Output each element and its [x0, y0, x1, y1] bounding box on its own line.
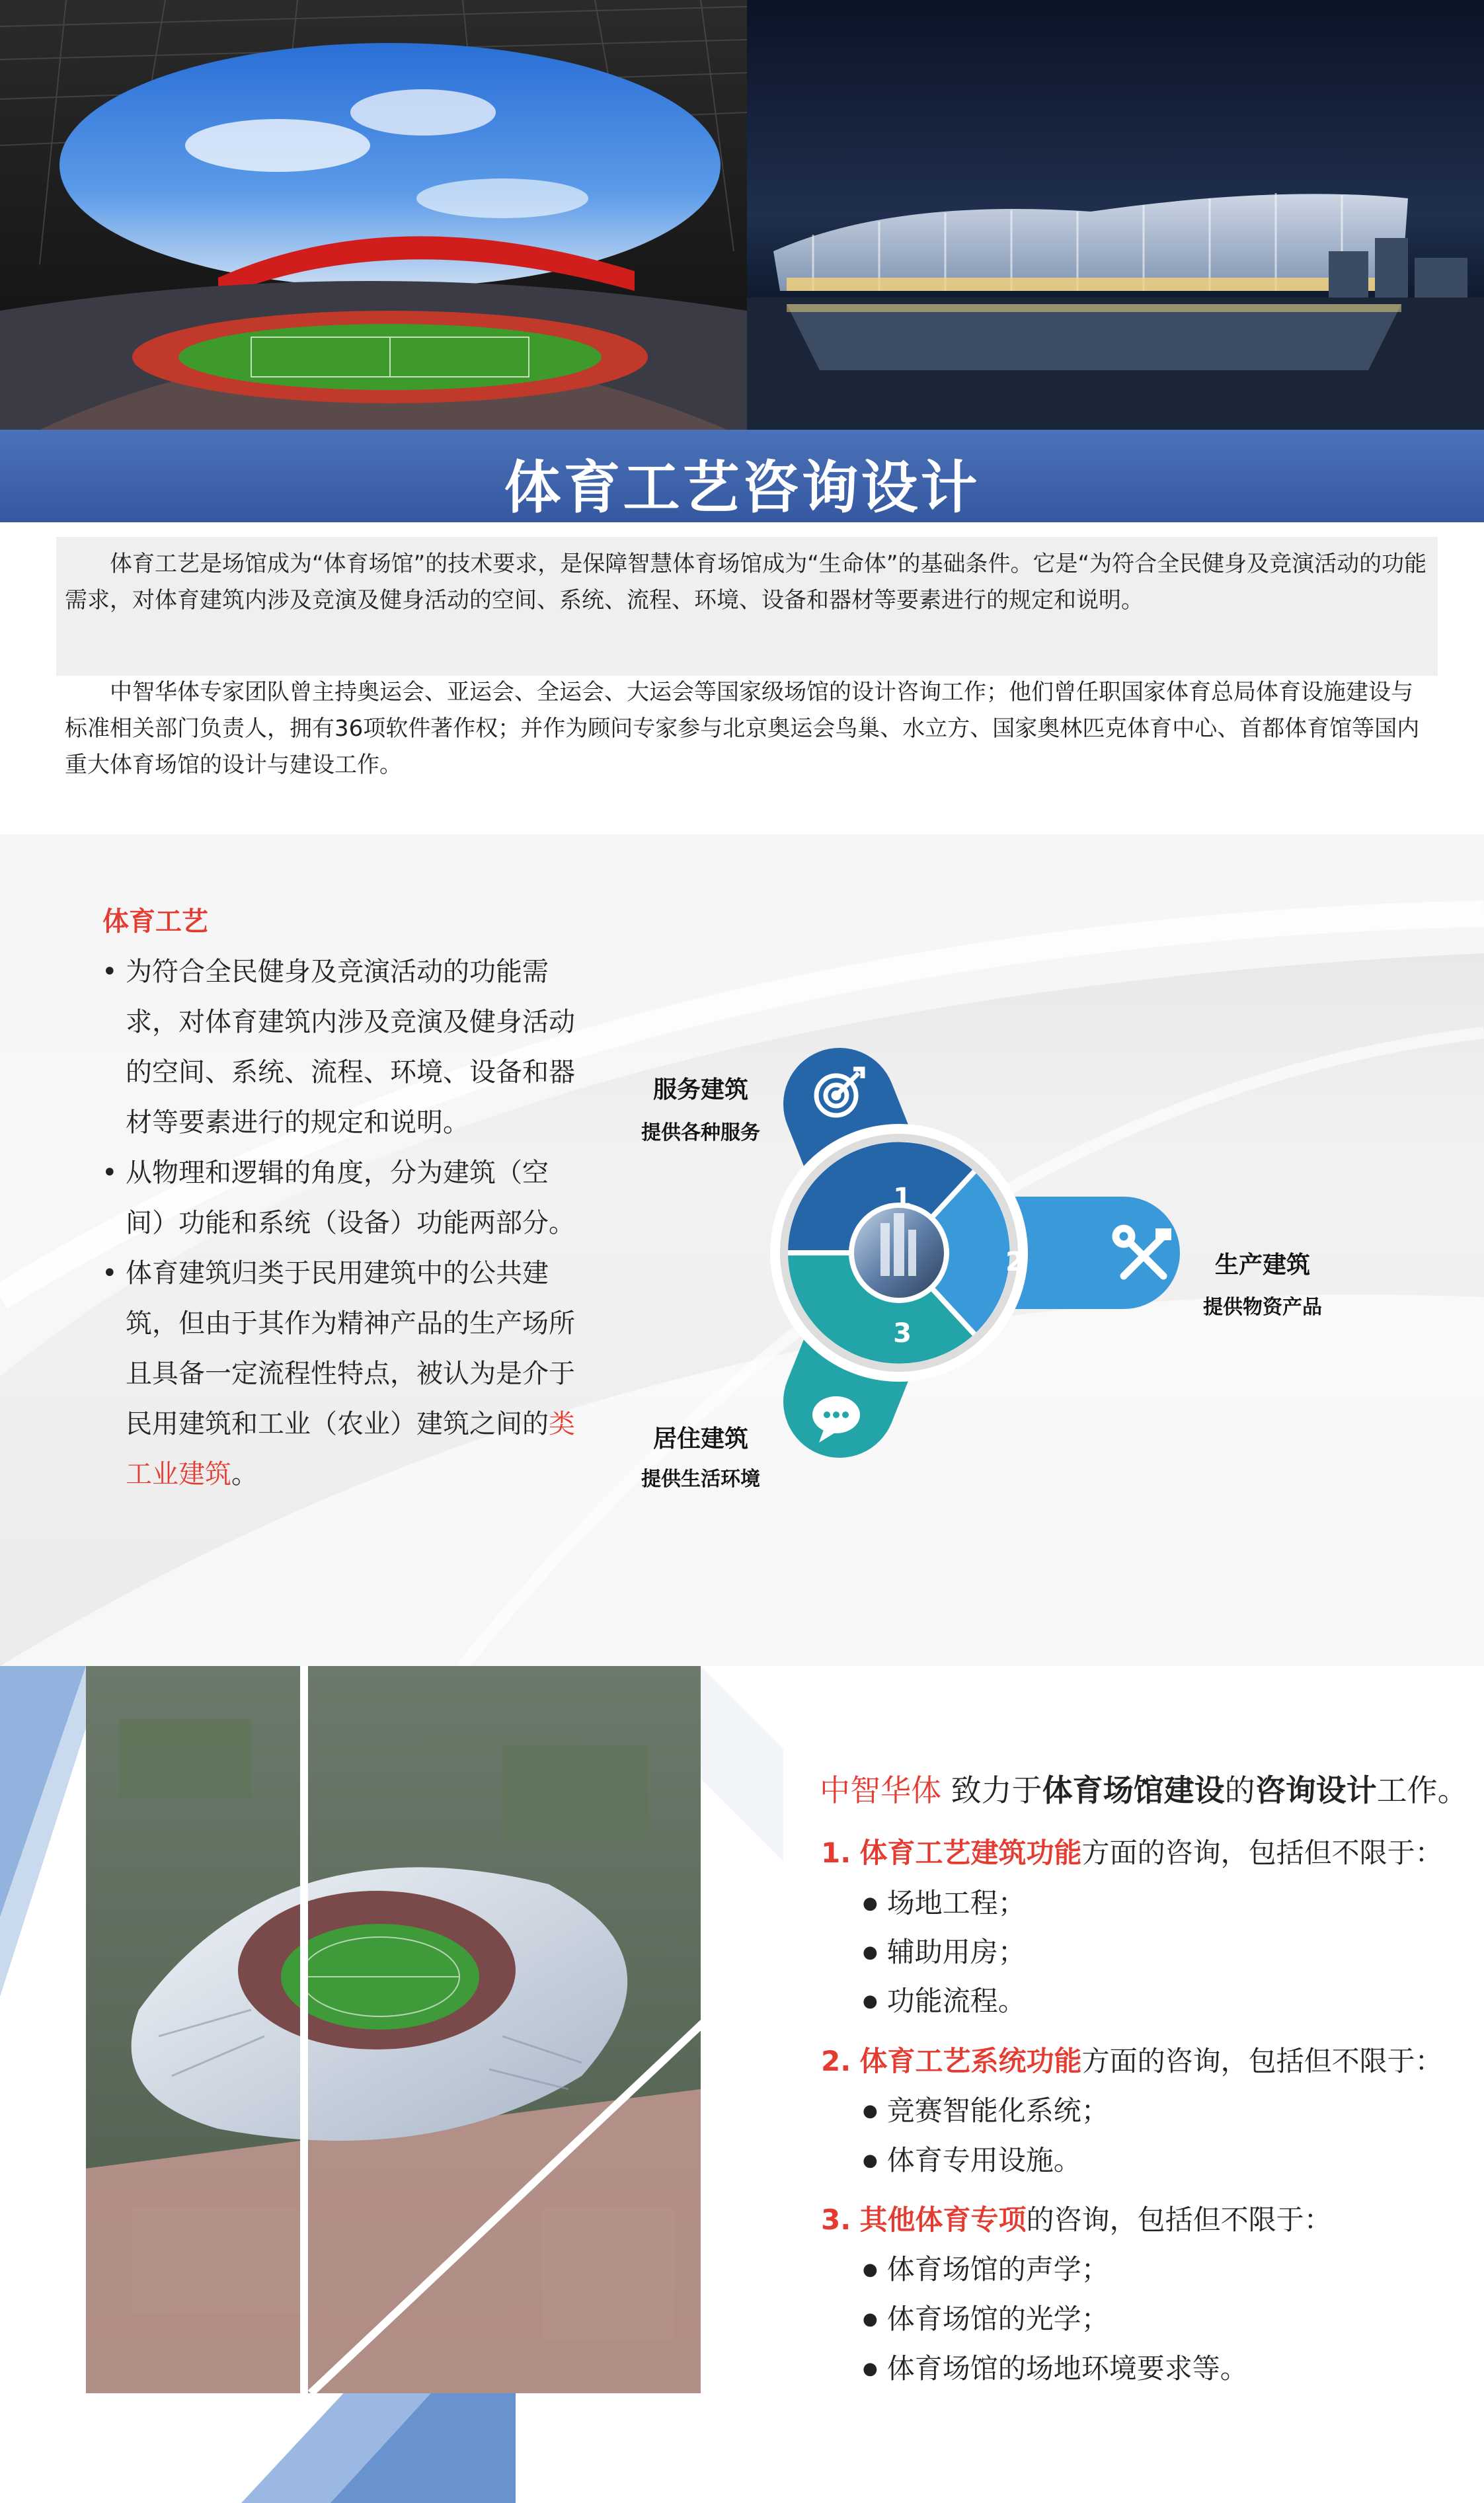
item-1-sub-1: ● 场地工程；: [863, 1882, 1026, 1921]
item-3-sub-3: ● 体育场馆的场地环境要求等。: [863, 2347, 1248, 2387]
hero-banner: [0, 0, 1484, 430]
page-title: 体育工艺咨询设计: [504, 455, 980, 521]
service-building-sub: 提供各种服务: [641, 1121, 760, 1144]
building-types-diagram: [621, 1031, 1355, 1494]
aerial-stadium-collage: [0, 1666, 800, 2503]
title-band: [0, 430, 1484, 522]
intro-b: 体育场馆建设: [1042, 1772, 1225, 1808]
intro-paragraph-1: 体育工艺是场馆成为“体育场馆”的技术要求，是保障智慧体育场馆成为“生命体”的基础条件。它是“为符合全民健身及竞演活动的功能需求，对体育建筑内涉及竞演及健身活动的空间、系统、流程、环境、设备和器材等要素进行的规定和说明。: [65, 551, 1427, 614]
process-bullet-1: • 为符合全民健身及竞演活动的功能需求，对体育建筑内涉及竞演及健身活动的空间、系统、流程、环境、设备和器材等要素进行的规定和说明。: [99, 947, 575, 1148]
item-2-highlight: 体育工艺系统功能: [859, 2045, 1082, 2077]
item-1-rest: 方面的咨询，包括但不限于：: [1081, 1837, 1443, 1869]
item-2-sub-2: ● 体育专用设施。: [863, 2139, 1081, 2178]
item-2-num: 2.: [821, 2045, 851, 2077]
intro-e: 工作。: [1376, 1772, 1468, 1808]
residential-building-title: 居住建筑: [652, 1425, 748, 1452]
item-2-rest: 方面的咨询，包括但不限于：: [1081, 2045, 1443, 2077]
item-1-highlight: 体育工艺建筑功能: [859, 1837, 1082, 1869]
service-item-2: [821, 2040, 1443, 2079]
service-item-3: [821, 2198, 1332, 2238]
item-1-sub-3: ● 功能流程。: [863, 1979, 1026, 2019]
item-1-num: 1.: [821, 1837, 851, 1869]
production-building-sub: 提供物资产品: [1203, 1296, 1322, 1319]
stadium-night-photo: [747, 0, 1484, 430]
item-2-sub-1: ● 竞赛智能化系统；: [863, 2089, 1109, 2129]
item-3-highlight: 其他体育专项: [859, 2204, 1027, 2236]
intro-c: 的: [1224, 1772, 1255, 1808]
segment-3-number: 3: [893, 1318, 912, 1349]
bullet-3-prefix: 体育建筑归类于民用建筑中的公共建筑，但由于其作为精神产品的生产场所且具备一定流程性特点，被认为是介于民用建筑和工业（农业）建筑之间的: [126, 1258, 575, 1439]
intro-paragraph-2: 中智华体专家团队曾主持奥运会、亚运会、全运会、大运会等国家级场馆的设计咨询工作；他们曾任职国家体育总局体育设施建设与标准相关部门负责人，拥有36项软件著作权；并作为顾问专家参与北京奥运会鸟巢、水立方、国家奥林匹克体育中心、首都体育馆等国内重大体育场馆的设计与建设工作。: [65, 679, 1420, 778]
intro-a: 致力于: [951, 1772, 1042, 1808]
bullet-3-highlight: 类工业建筑: [126, 1409, 575, 1490]
segment-1-number: 1: [893, 1183, 912, 1213]
services-intro: [820, 1767, 1468, 1810]
service-building-title: 服务建筑: [652, 1076, 748, 1103]
stadium-interior-photo: [0, 0, 747, 430]
item-3-sub-2: ● 体育场馆的光学；: [863, 2297, 1109, 2337]
item-3-num: 3.: [821, 2204, 851, 2236]
process-bullet-list: [99, 947, 575, 1499]
process-bullet-3: [99, 1248, 575, 1499]
process-bullet-2: • 从物理和逻辑的角度，分为建筑（空间）功能和系统（设备）功能两部分。: [99, 1148, 575, 1248]
segment-2-number: 2: [1005, 1247, 1024, 1277]
item-3-sub-1: ● 体育场馆的声学；: [863, 2248, 1109, 2287]
bullet-3-suffix: 。: [231, 1459, 258, 1490]
residential-building-sub: 提供生活环境: [641, 1468, 760, 1491]
production-building-title: 生产建筑: [1214, 1252, 1310, 1279]
process-heading: 体育工艺: [102, 906, 208, 937]
service-item-1: [821, 1831, 1443, 1871]
brand-name: 中智华体: [820, 1772, 941, 1808]
intro-d: 咨询设计: [1255, 1772, 1377, 1808]
item-3-rest: 的咨询，包括但不限于：: [1026, 2204, 1332, 2236]
item-1-sub-2: ● 辅助用房；: [863, 1930, 1026, 1970]
